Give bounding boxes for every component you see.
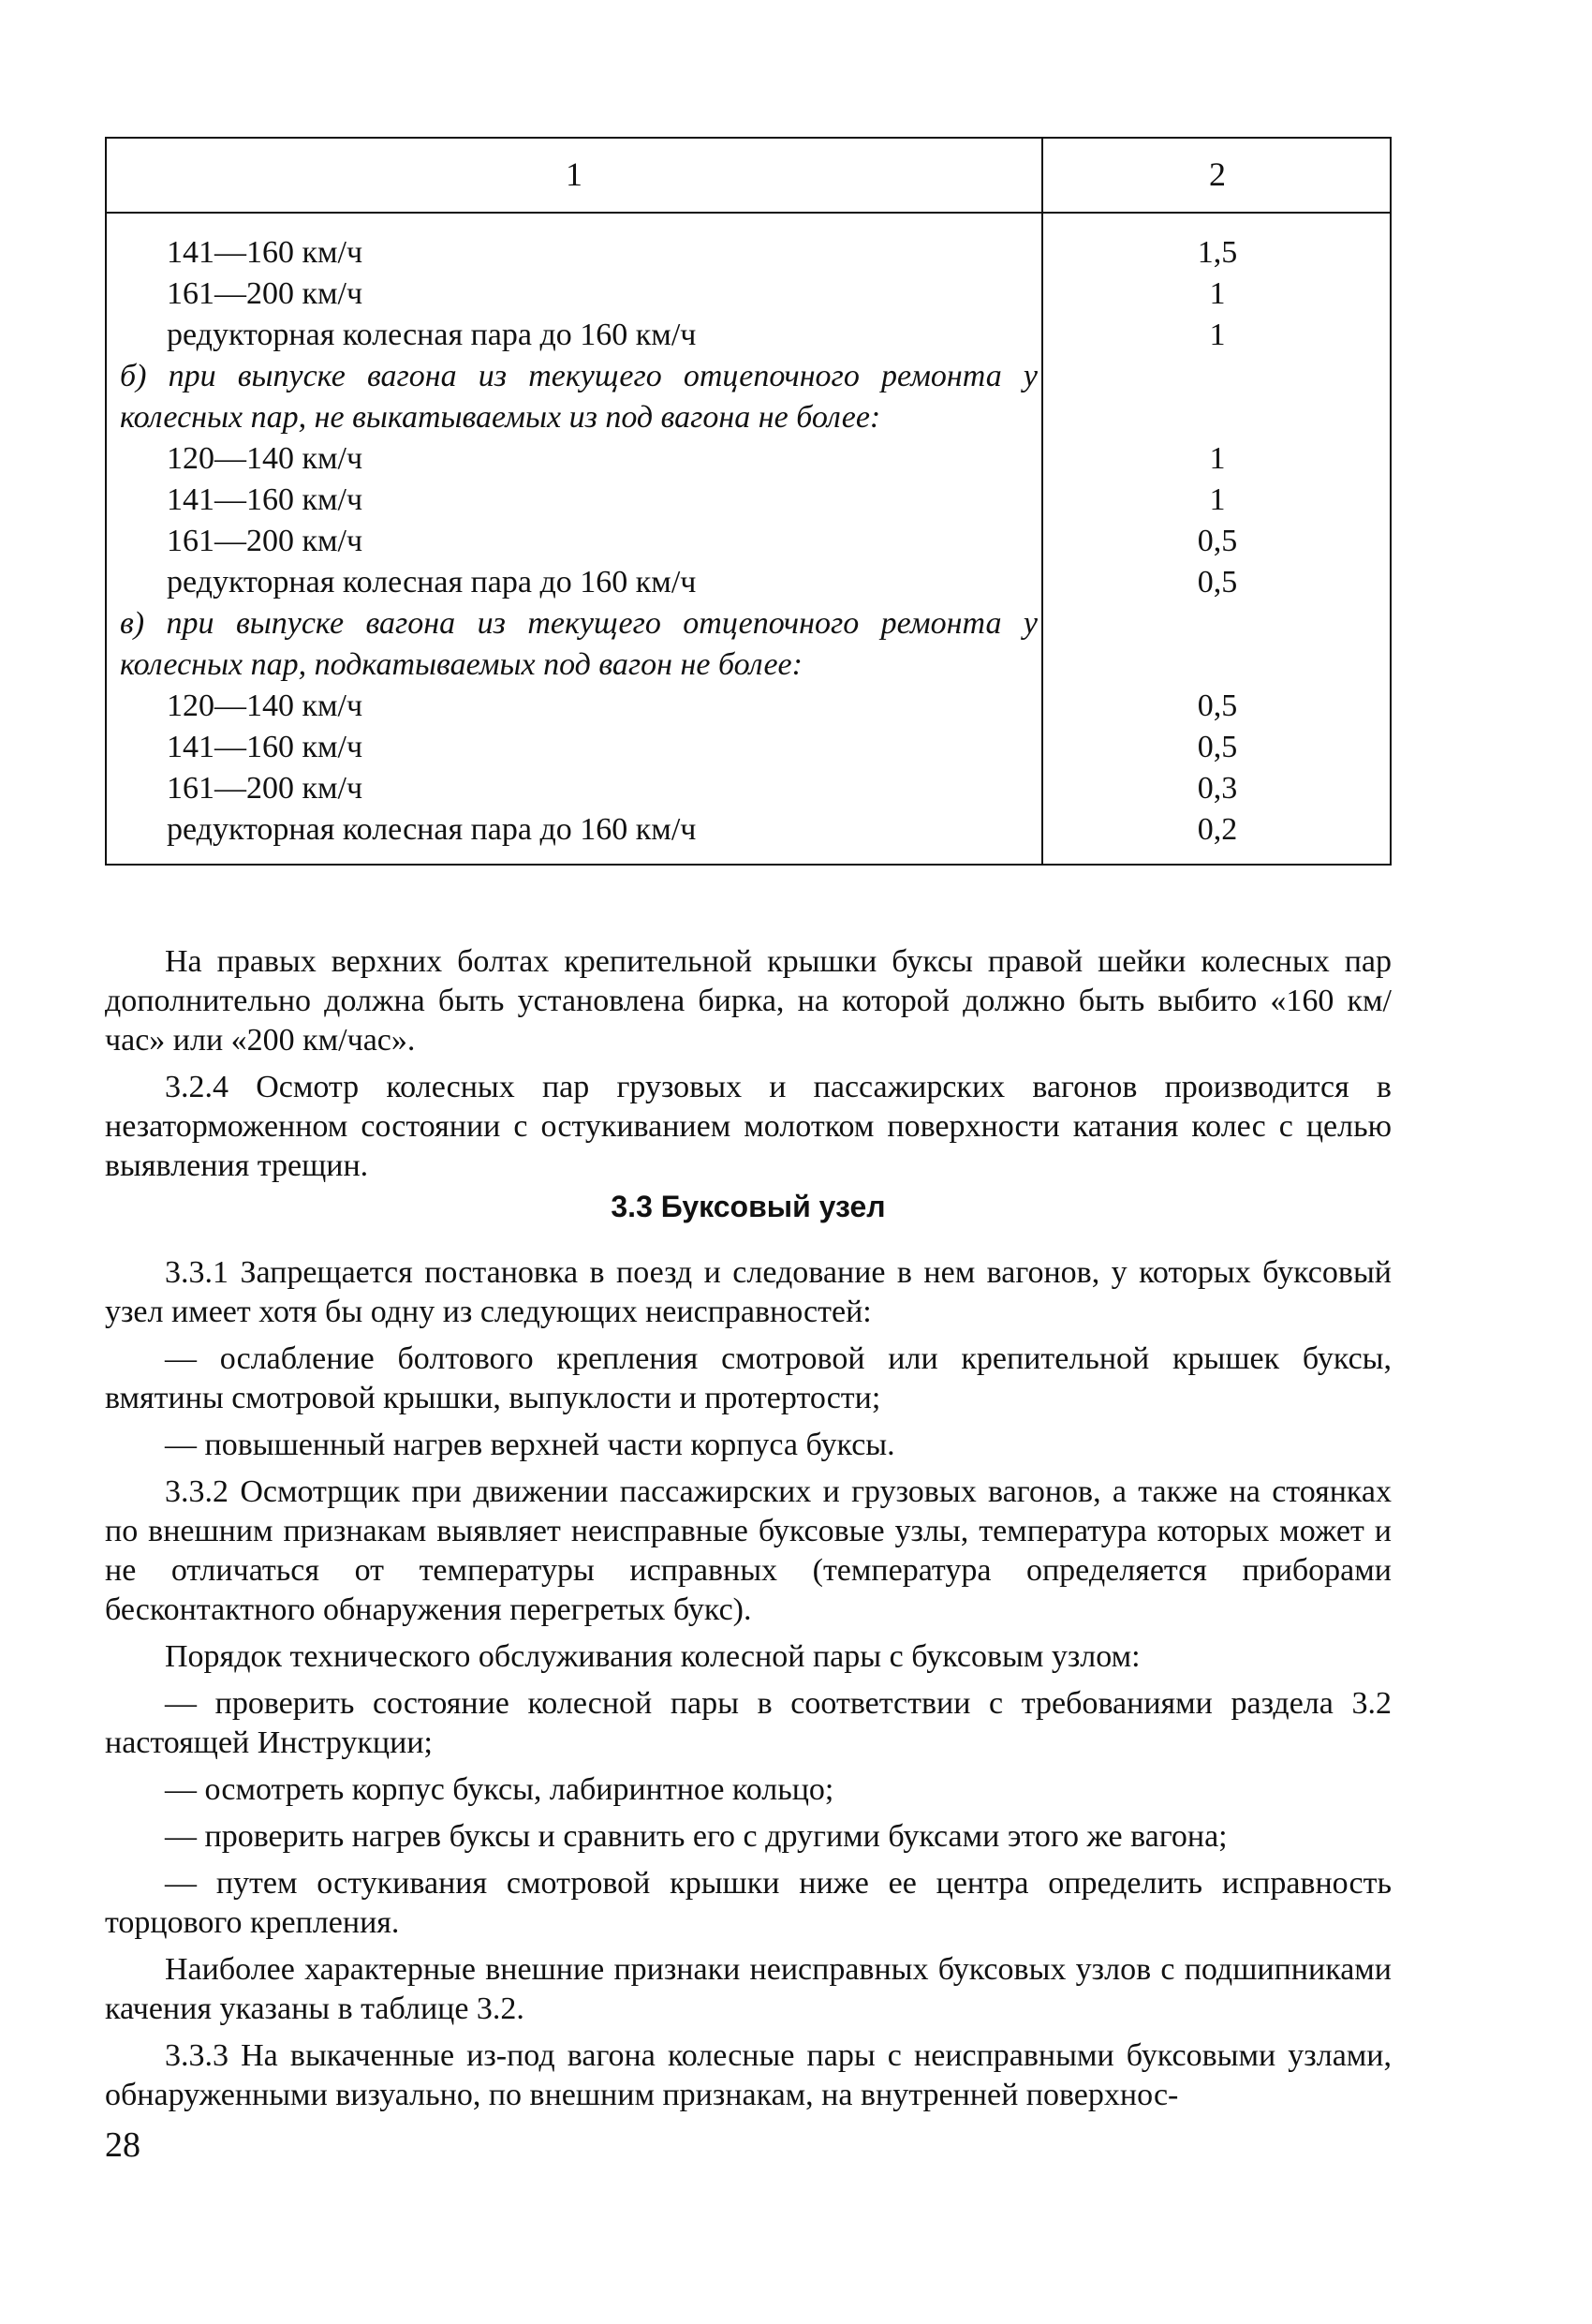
table-row bbox=[107, 562, 1390, 603]
paragraph: — проверить нагрев буксы и сравнить его с другими буксами этого же вагона; bbox=[165, 1819, 1228, 1854]
row-label: 141—160 км/ч bbox=[167, 730, 363, 764]
row-value: 1 bbox=[1209, 482, 1226, 517]
table-header-divider bbox=[107, 212, 1390, 214]
row-value: 0,5 bbox=[1197, 730, 1238, 764]
table-row bbox=[107, 686, 1390, 727]
row-label: в) при выпуске вагона из текущего отцепочного ремонта у колесных пар, подкатываемых под вагон не более: bbox=[120, 606, 1038, 682]
row-value: 1 bbox=[1209, 318, 1226, 352]
page-number: 28 bbox=[105, 2125, 140, 2165]
paragraph: 3.2.4 Осмотр колесных пар грузовых и пассажирских вагонов производится в незаторможенном состоянии с остукиванием молотком поверхности катания колес с целью выявления трещин. bbox=[105, 1070, 1392, 1183]
row-value: 0,3 bbox=[1197, 771, 1238, 806]
paragraph: — путем остукивания смотровой крышки ниже ее центра определить исправность торцового крепления. bbox=[105, 1866, 1392, 1940]
table-row bbox=[107, 274, 1390, 315]
row-value: 0,5 bbox=[1197, 565, 1238, 600]
paragraph: — проверить состояние колесной пары в соответствии с требованиями раздела 3.2 настоящей Инструкции; bbox=[105, 1686, 1392, 1760]
table-row bbox=[107, 480, 1390, 521]
paragraph: Порядок технического обслуживания колесной пары с буксовым узлом: bbox=[165, 1639, 1141, 1674]
paragraph: 3.3.2 Осмотрщик при движении пассажирских и грузовых вагонов, а также на стоянках по внешним признакам выявляет неисправные буксовые узлы, температура которых может и не отличаться от температуры исправных (температура определяется приборами бесконтактного обнаружения перегретых букс). bbox=[105, 1474, 1392, 1627]
table-body bbox=[107, 232, 1390, 851]
paragraph: — ослабление болтового крепления смотровой или крепительной крышек буксы, вмятины смотровой крышки, выпуклости и протертости; bbox=[105, 1341, 1392, 1415]
row-label: редукторная колесная пара до 160 км/ч bbox=[167, 812, 697, 847]
paragraph: — осмотреть корпус буксы, лабиринтное кольцо; bbox=[165, 1772, 834, 1807]
row-value: 1 bbox=[1209, 441, 1226, 476]
table-row bbox=[107, 232, 1390, 274]
row-label: б) при выпуске вагона из текущего отцепочного ремонта у колесных пар, не выкатываемых из под вагона не более: bbox=[120, 359, 1038, 435]
table-row bbox=[107, 438, 1390, 480]
row-label: 161—200 км/ч bbox=[167, 276, 363, 311]
table-header-col-2: 2 bbox=[1209, 155, 1226, 193]
table-row bbox=[107, 315, 1390, 356]
paragraph: 3.3.3 На выкаченные из-под вагона колесные пары с неисправными буксовыми узлами, обнаруженными визуально, по внешним признакам, на внутренней поверхнос- bbox=[105, 2038, 1392, 2112]
row-value: 0,5 bbox=[1197, 524, 1238, 558]
table-note-row bbox=[107, 356, 1390, 438]
row-value: 1 bbox=[1209, 276, 1226, 311]
row-label: редукторная колесная пара до 160 км/ч bbox=[167, 565, 697, 600]
row-label: 120—140 км/ч bbox=[167, 441, 363, 476]
section-heading: 3.3 Буксовый узел bbox=[611, 1190, 886, 1223]
row-label: 120—140 км/ч bbox=[167, 688, 363, 723]
row-label: редукторная колесная пара до 160 км/ч bbox=[167, 318, 697, 352]
text-block-2 bbox=[105, 1253, 1392, 2115]
table-row bbox=[107, 809, 1390, 851]
row-label: 161—200 км/ч bbox=[167, 771, 363, 806]
row-label: 141—160 км/ч bbox=[167, 482, 363, 517]
row-label: 141—160 км/ч bbox=[167, 235, 363, 270]
row-value: 0,5 bbox=[1197, 688, 1238, 723]
table-note-row bbox=[107, 603, 1390, 686]
norms-table bbox=[105, 137, 1392, 866]
text-block-1 bbox=[105, 942, 1392, 1186]
table-row bbox=[107, 521, 1390, 562]
paragraph: — повышенный нагрев верхней части корпуса буксы. bbox=[165, 1428, 895, 1462]
table-header-col-1: 1 bbox=[566, 155, 582, 193]
table-row bbox=[107, 727, 1390, 768]
paragraph: 3.3.1 Запрещается постановка в поезд и следование в нем вагонов, у которых буксовый узел имеет хотя бы одну из следующих неисправностей: bbox=[105, 1255, 1392, 1329]
paragraph: Наиболее характерные внешние признаки неисправных буксовых узлов с подшипниками качения указаны в таблице 3.2. bbox=[105, 1952, 1392, 2026]
row-label: 161—200 км/ч bbox=[167, 524, 363, 558]
row-value: 0,2 bbox=[1197, 812, 1238, 847]
paragraph: На правых верхних болтах крепительной крышки буксы правой шейки колесных пар дополнительно должна быть установлена бирка, на которой должно быть выбито «160 км/час» или «200 км/час». bbox=[105, 944, 1392, 1058]
table-row bbox=[107, 768, 1390, 809]
row-value: 1,5 bbox=[1197, 235, 1238, 270]
